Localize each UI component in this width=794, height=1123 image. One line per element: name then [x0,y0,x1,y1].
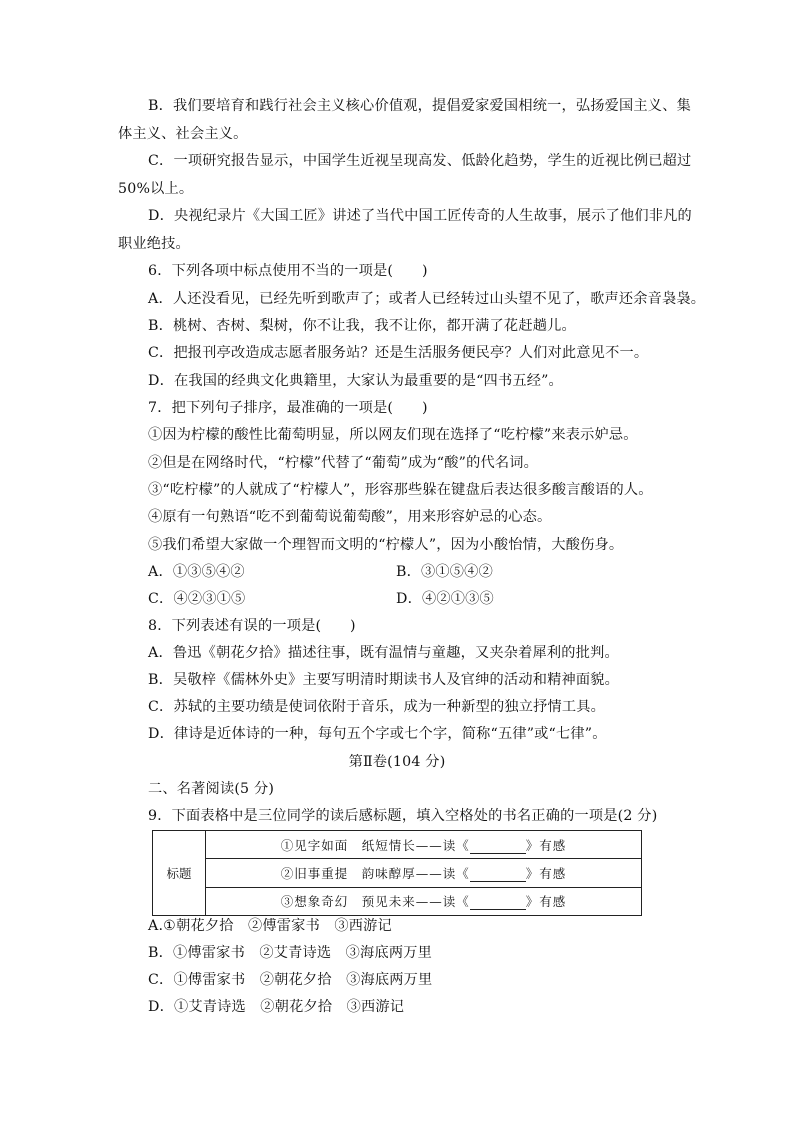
q7-option-c: C．④②③①⑤ [148,591,246,607]
q8-stem: 8．下列表述有误的一项是( ) [148,618,356,634]
q5-option-b-line2: 体主义、社会主义。 [118,126,248,142]
table-row-3 [206,887,642,915]
table-row-1-suffix: 》有感 [525,837,567,853]
q5-option-b-line1: B．我们要培育和践行社会主义核心价值观，提倡爱家爱国相统一，弘扬爱国主义、集 [148,98,691,114]
section2-heading: 二、名著阅读(5 分) [148,781,275,797]
table-row-2-prefix: ②旧事重提 韵味醇厚——读《 [280,865,470,881]
table-row-2-suffix: 》有感 [525,865,567,881]
q7-stem: 7．把下列句子排序，最准确的一项是( ) [148,400,428,416]
q6-stem: 6．下列各项中标点使用不当的一项是( ) [148,263,428,279]
blank-3 [470,895,526,910]
q5-option-d-line1: D．央视纪录片《大国工匠》讲述了当代中国工匠传奇的人生故事，展示了他们非凡的 [148,208,692,224]
blank-1 [470,839,526,854]
q6-option-b: B．桃树、杏树、梨树，你不让我，我不让你，都开满了花赶趟儿。 [148,318,576,334]
q7-sentence-5: ⑤我们希望大家做一个理智而文明的“柠檬人”，因为小酸怡情，大酸伤身。 [148,537,624,553]
q6-option-c: C．把报刊亭改造成志愿者服务站？还是生活服务便民亭？人们对此意见不一。 [148,345,649,361]
q5-option-c-line1: C．一项研究报告显示，中国学生近视呈现高发、低龄化趋势，学生的近视比例已超过 [148,153,692,169]
q9-option-d: D．①艾青诗选 ②朝花夕拾 ③西游记 [148,999,405,1015]
q9-title-table [152,830,642,916]
q8-option-b: B．吴敬梓《儒林外史》主要写明清时期读书人及官绅的活动和精神面貌。 [148,672,620,688]
table-row-3-suffix: 》有感 [525,894,567,910]
q6-option-d: D．在我国的经典文化典籍里，大家认为最重要的是“四书五经”。 [148,373,563,389]
q9-stem: 9．下面表格中是三位同学的读后感标题，填入空格处的书名正确的一项是(2 分) [148,808,658,824]
q8-option-a: A．鲁迅《朝花夕拾》描述往事，既有温情与童趣，又夹杂着犀利的批判。 [148,645,619,661]
table-label-cell: 标题 [153,831,206,916]
table-row-2 [206,859,642,887]
table-row-3-prefix: ③想象奇幻 预见未来——读《 [280,894,470,910]
q7-sentence-1: ①因为柠檬的酸性比葡萄明显，所以网友们现在选择了“吃柠檬”来表示妒忌。 [148,427,638,443]
q7-option-b: B．③①⑤④② [396,564,493,580]
table-row-1 [206,831,642,859]
q9-option-a: A.①朝花夕拾 ②傅雷家书 ③西游记 [148,918,392,934]
part2-title: 第Ⅱ卷(104 分) [348,754,446,770]
q8-option-d: D．律诗是近体诗的一种，每句五个字或七个字，简称“五律”或“七律”。 [148,726,607,742]
q9-option-b: B．①傅雷家书 ②艾青诗选 ③海底两万里 [148,945,432,961]
q7-option-d: D．④②①③⑤ [396,591,494,607]
q5-option-c-line2: 50%以上。 [118,181,194,197]
q7-sentence-4: ④原有一句熟语“吃不到葡萄说葡萄酸”，用来形容妒忌的心态。 [148,509,552,525]
q8-option-c: C．苏轼的主要功绩是使词依附于音乐，成为一种新型的独立抒情工具。 [148,699,606,715]
table-row-1-prefix: ①见字如面 纸短情长——读《 [280,837,470,853]
q6-option-a: A．人还没看见，已经先听到歌声了；或者人已经转过山头望不见了，歌声还余音袅袅。 [148,291,706,307]
q7-sentence-2: ②但是在网络时代，“柠檬”代替了“葡萄”成为“酸”的代名词。 [148,455,539,471]
blank-2 [470,867,526,882]
q5-option-d-line2: 职业绝技。 [118,236,190,252]
q7-sentence-3: ③“吃柠檬”的人就成了“柠檬人”，形容那些躲在键盘后表达很多酸言酸语的人。 [148,482,653,498]
q7-option-a: A．①③⑤④② [148,564,245,580]
q9-option-c: C．①傅雷家书 ②朝花夕拾 ③海底两万里 [148,972,433,988]
